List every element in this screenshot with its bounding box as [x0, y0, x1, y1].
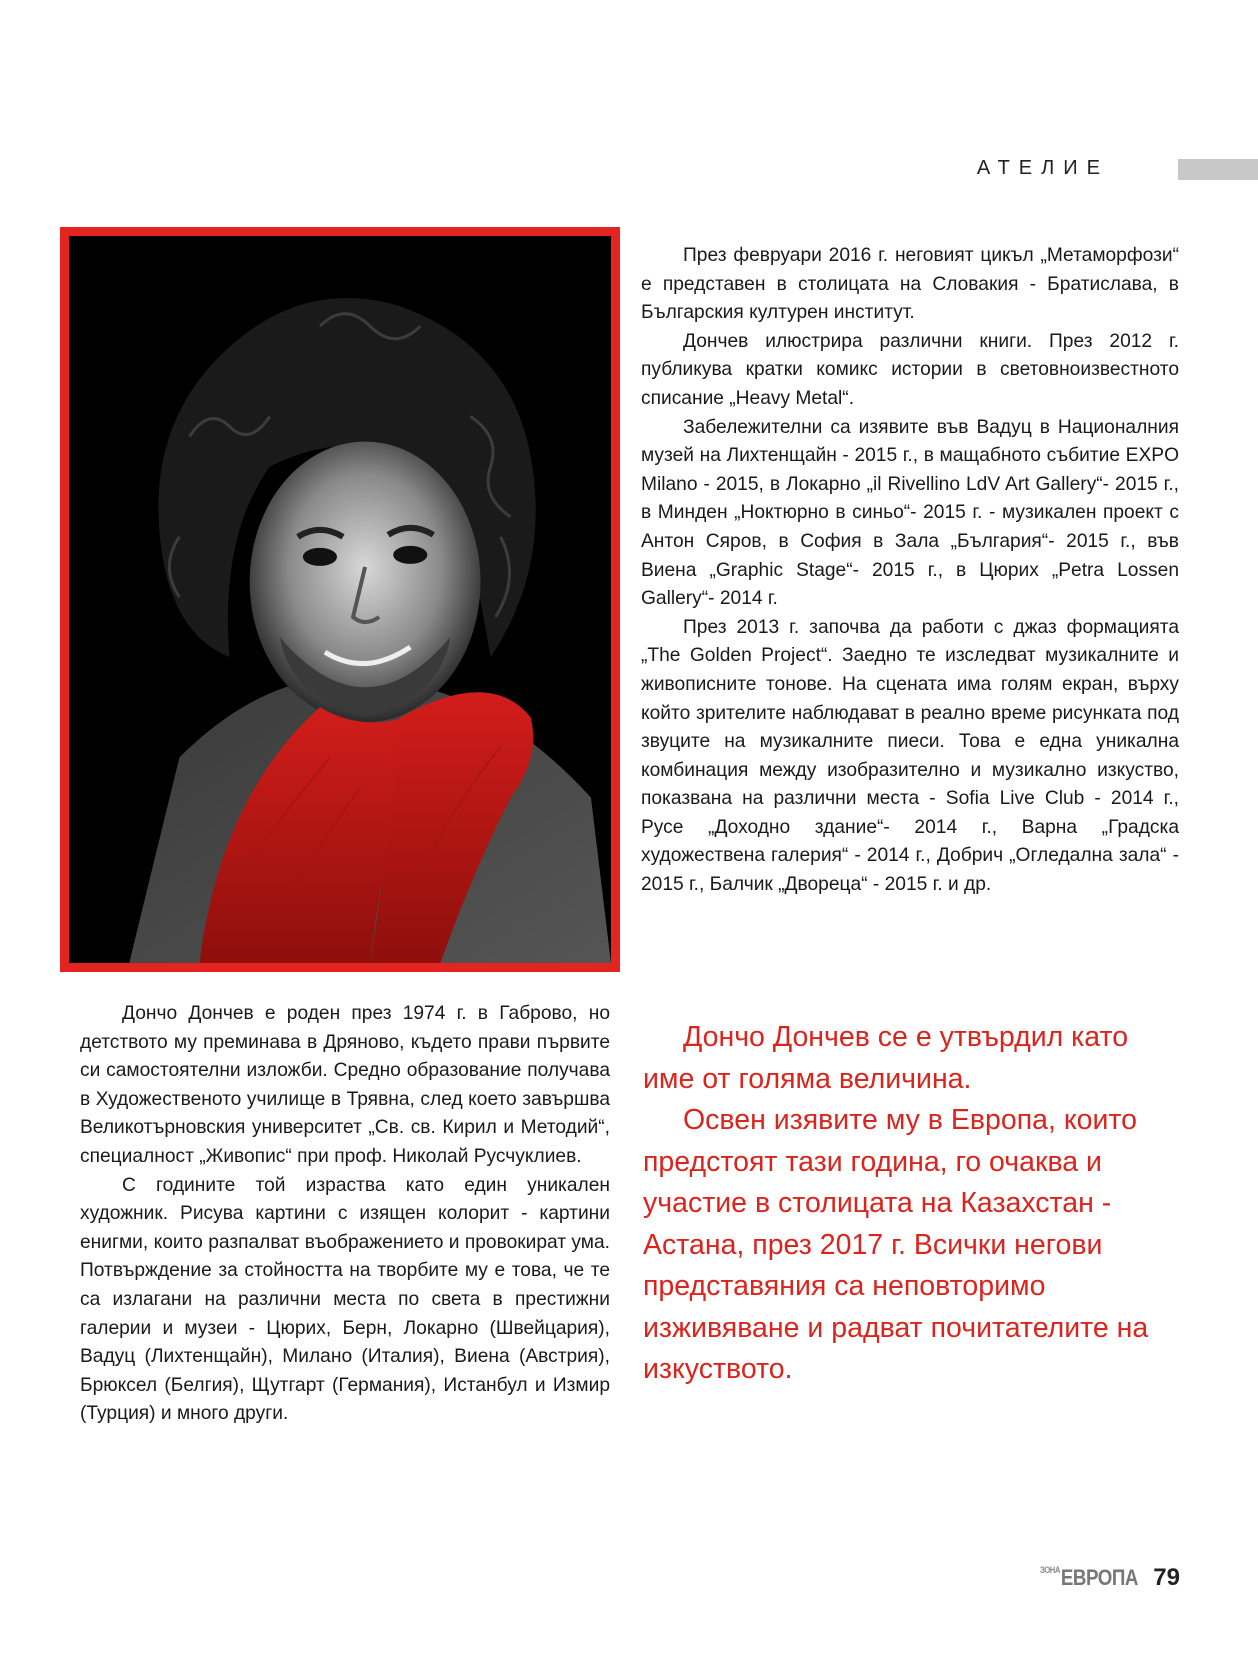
- paragraph: Забележителни са изявите във Вадуц в Националния музей на Лихтенщайн - 2015 г., в мащабното събитие EXPO Milano - 2015, в Локарно „il Rivellino LdV Art Gallery“- 2015 г., в Минден „Ноктюрно в синьо“- 2015 г. - музикален проект с Антон Сяров, в София в Зала „България“- 2015 г., във Виена „Graphic Stage“- 2015 г., в Цюрих „Petra Lossen Gallery“- 2014 г.: [641, 416, 1179, 610]
- paragraph: Дончев илюстрира различни книги. През 2012 г. публикува кратки комикс истории в световноизвестното списание „Heavy Metal“.: [641, 330, 1179, 409]
- magazine-logo: [1040, 1565, 1138, 1591]
- portrait-photo: [69, 236, 611, 963]
- paragraph: Дончо Дончев е роден през 1974 г. в Габрово, но детството му преминава в Дряново, където прави първите си самостоятелни изложби. Средно образование получава в Художественото училище в Трявна, след което завършва Великотърновския университет „Св. св. Кирил и Методий“, специалност „Живопис“ при проф. Николай Русчуклиев.: [80, 1003, 610, 1167]
- page-footer: [1040, 1564, 1180, 1592]
- paragraph: През 2013 г. започва да работи с джаз формацията „The Golden Project“. Заедно те изследват музикалните и живописните тонове. На сцената има голям екран, върху който зрителите наблюдават в реално време рисунката под звуците на музикалните пиеси. Това е една уникална комбинация между изобразително и музикално изкуство, показвана на различни места - Sofia Live Club - 2014 г., Русе „Доходно здание“- 2014 г., Варна „Градска художествена галерия“ - 2014 г., Добрич „Огледална зала“ - 2015 г., Балчик „Двореца“ - 2015 г. и др.: [641, 616, 1179, 896]
- section-bar: [1178, 159, 1258, 180]
- portrait-illustration: [69, 236, 611, 963]
- pull-quote-line: Дончо Дончев се е утвърдил като име от голяма величина.: [643, 1021, 1129, 1095]
- page-number: 79: [1153, 1564, 1180, 1591]
- paragraph: През февруари 2016 г. неговият цикъл „Метаморфози“ е представен в столицата на Словакия - Братислава, в Българския културен институт.: [641, 245, 1179, 324]
- portrait-photo-frame: [60, 227, 620, 972]
- pull-quote-line: Освен изявите му в Европа, които предстоят тази година, го очаква и участие в столицата на Казахстан - Астана, през 2017 г. Всички негови представяния са неповторимо изживяване и радват почитателите на изкуството.: [643, 1104, 1149, 1385]
- logo-text: ЕВРОПА: [1060, 1565, 1139, 1590]
- right-column-text: [641, 242, 1179, 900]
- paragraph: С годините той израства като един уникален художник. Рисува картини с изящен колорит - картини енигми, които разпалват въображението и провокират ума. Потвърждение за стойността на творбите му е това, че те са излагани на различни места по света в престижни галерии и музеи - Цюрих, Берн, Локарно (Швейцария), Вадуц (Лихтенщайн), Милано (Италия), Виена (Австрия), Брюксел (Белгия), Щутгарт (Германия), Истанбул и Измир (Турция) и много други.: [80, 1174, 610, 1425]
- section-label: АТЕЛИЕ: [976, 157, 1109, 179]
- pull-quote: [643, 1017, 1183, 1391]
- logo-prefix: ЗОНА: [1040, 1565, 1061, 1575]
- left-column-text: [80, 1000, 610, 1429]
